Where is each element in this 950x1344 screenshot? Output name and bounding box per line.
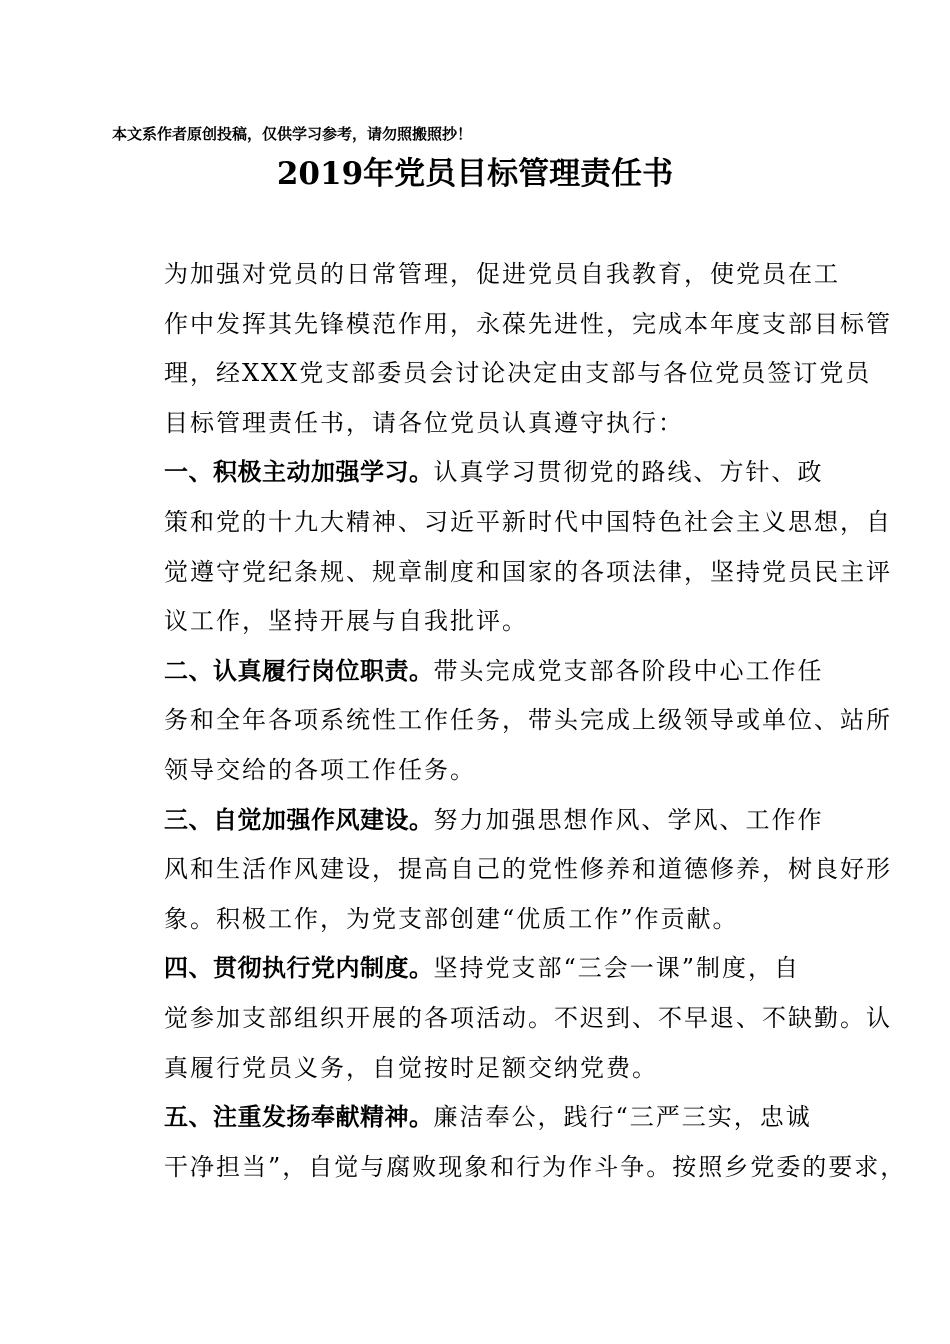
intro-line: 理，经XXX党支部委员会讨论决定由支部与各位党员签订党员 [164, 359, 872, 388]
copyright-notice: 本文系作者原创投稿，仅供学习参考，请勿照搬照抄！ [112, 125, 473, 143]
section-line: 觉遵守党纪条规、规章制度和国家的各项法律，坚持党员民主评 [164, 557, 892, 586]
section-heading: 二、认真履行岗位职责。 [164, 656, 434, 685]
section-line: 真履行党员义务，自觉按时足额交纳党费。 [164, 1053, 658, 1082]
section-first-line [114, 647, 838, 697]
document-body [114, 250, 907, 1192]
section-first-line [114, 448, 838, 498]
section-paragraph-3 [114, 796, 892, 945]
section-text: 努力加强思想作风、学风、工作作 [433, 805, 824, 834]
section-text: 廉洁奉公，践行“三严三实，忠诚 [433, 1103, 812, 1132]
section-heading: 一、积极主动加强学习。 [164, 458, 434, 487]
document-title: 2019年党员目标管理责任书 [276, 156, 674, 192]
section-text: 带头完成党支部各阶段中心工作任 [433, 656, 824, 685]
section-paragraph-2 [114, 647, 892, 796]
section-line: 象。积极工作，为党支部创建“优质工作”作贡献。 [164, 904, 739, 933]
section-line: 领导交给的各项工作任务。 [164, 755, 476, 784]
section-line: 觉参加支部组织开展的各项活动。不迟到、不早退、不缺勤。认 [164, 1003, 892, 1032]
intro-line: 目标管理责任书，请各位党员认真遵守执行： [164, 408, 684, 437]
section-first-line [114, 1093, 838, 1143]
section-text: 坚持党支部“三会一课”制度，自 [433, 954, 801, 983]
section-paragraph-1 [114, 448, 892, 646]
section-text: 认真学习贯彻党的路线、方针、政 [433, 458, 824, 487]
section-heading: 五、注重发扬奉献精神。 [164, 1103, 434, 1132]
section-line: 风和生活作风建设，提高自己的党性修养和道德修养，树良好形 [164, 855, 892, 884]
intro-line: 作中发挥其先锋模范作用，永葆先进性，完成本年度支部目标管 [164, 309, 892, 338]
section-heading: 三、自觉加强作风建设。 [164, 805, 434, 834]
section-line: 干净担当”，自觉与腐败现象和行为作斗争。按照乡党委的要求， [164, 1152, 907, 1181]
section-line: 务和全年各项系统性工作任务，带头完成上级领导或单位、站所 [164, 706, 892, 735]
section-line: 议工作，坚持开展与自我批评。 [164, 607, 528, 636]
section-line: 策和党的十九大精神、习近平新时代中国特色社会主义思想，自 [164, 507, 892, 536]
intro-paragraph [114, 250, 892, 448]
section-paragraph-4 [114, 944, 892, 1093]
section-first-line [114, 944, 838, 994]
section-first-line [114, 796, 838, 846]
intro-line: 为加强对党员的日常管理，促进党员自我教育，使党员在工 [164, 260, 840, 288]
section-heading: 四、贯彻执行党内制度。 [164, 954, 434, 983]
section-paragraph-5 [114, 1093, 907, 1192]
